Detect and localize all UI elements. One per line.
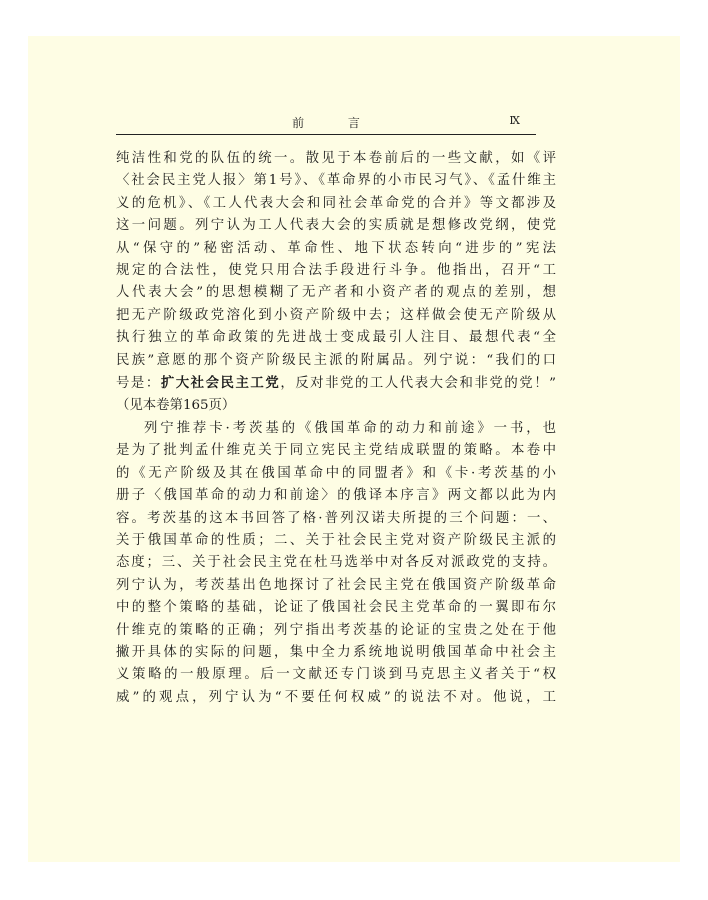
slogan-bold: 扩大社会民主工党 xyxy=(160,375,281,392)
slogan-line xyxy=(116,372,556,395)
text-line: 态度；三、关于社会民主党在杜马选举中对各反对派政党的支持。 xyxy=(116,555,556,571)
text-line: 的《无产阶级及其在俄国革命中的同盟者》和《卡·考茨基的小 xyxy=(116,465,556,481)
text-line: 从“保守的”秘密活动、革命性、地下状态转向“进步的”宪法 xyxy=(116,240,556,256)
text-line: 这一问题。列宁认为工人代表大会的实质就是想修改党纲，使党 xyxy=(116,218,556,234)
slogan-suffix: ，反对非党的工人代表大会和非党的党！” xyxy=(280,376,557,392)
text-line: 义策略的一般原理。后一文献还专门谈到马克思主义者关于“权 xyxy=(116,667,556,683)
text-line: 列宁认为，考茨基出色地探讨了社会民主党在俄国资产阶级革命 xyxy=(116,577,556,593)
text-line: 中的整个策略的基础，论证了俄国社会民主党革命的一翼即布尔 xyxy=(116,600,556,616)
text-line: 民族”意愿的那个资产阶级民主派的附属品。列宁说：“我们的口 xyxy=(116,352,556,368)
text-line: 容。考茨基的这本书回答了格·普列汉诺夫所提的三个问题：一、 xyxy=(116,510,556,526)
running-title: 前 言 xyxy=(292,116,380,130)
text-line: 〈社会民主党人报〉第1号》、《革命界的小市民习气》、《孟什维主 xyxy=(116,173,556,189)
running-header xyxy=(116,114,536,135)
text-line: 威”的观点，列宁认为“不要任何权威”的说法不对。他说，工 xyxy=(116,689,556,705)
text-line: 关于俄国革命的性质；二、关于社会民主党对资产阶级民主派的 xyxy=(116,532,556,548)
body-text xyxy=(116,148,556,709)
page-reference: （见本卷第165页） xyxy=(116,398,236,414)
text-line: 撇开具体的实际的问题，集中全力系统地说明俄国革命中社会主 xyxy=(116,644,556,660)
slogan-prefix: 号是： xyxy=(116,376,161,392)
text-line: 什维克的策略的正确；列宁指出考茨基的论证的宝贵之处在于他 xyxy=(116,622,556,638)
text-line: 执行独立的革命政策的先进战士变成最引人注目、最想代表“全 xyxy=(116,330,556,346)
text-line: 册子〈俄国革命的动力和前途〉的俄译本序言》两文都以此为内 xyxy=(116,488,556,504)
text-line: 规定的合法性，使党只用合法手段进行斗争。他指出，召开“工 xyxy=(116,263,556,279)
text-line: 是为了批判孟什维克关于同立宪民主党结成联盟的策略。本卷中 xyxy=(116,443,556,459)
text-line: 列宁推荐卡·考茨基的《俄国革命的动力和前途》一书，也 xyxy=(144,420,556,436)
text-line: 义的危机》、《工人代表大会和同社会革命党的合并》等文都涉及 xyxy=(116,195,556,211)
text-line: 人代表大会”的思想模糊了无产者和小资产者的观点的差别，想 xyxy=(116,285,556,301)
paragraph-1 xyxy=(116,148,556,418)
text-line: 纯洁性和党的队伍的统一。散见于本卷前后的一些文献，如《评 xyxy=(116,151,556,166)
page-number: Ⅸ xyxy=(509,114,520,127)
text-line: 把无产阶级政党溶化到小资产阶级中去；这样做会使无产阶级从 xyxy=(116,307,556,323)
paragraph-2 xyxy=(116,418,556,709)
